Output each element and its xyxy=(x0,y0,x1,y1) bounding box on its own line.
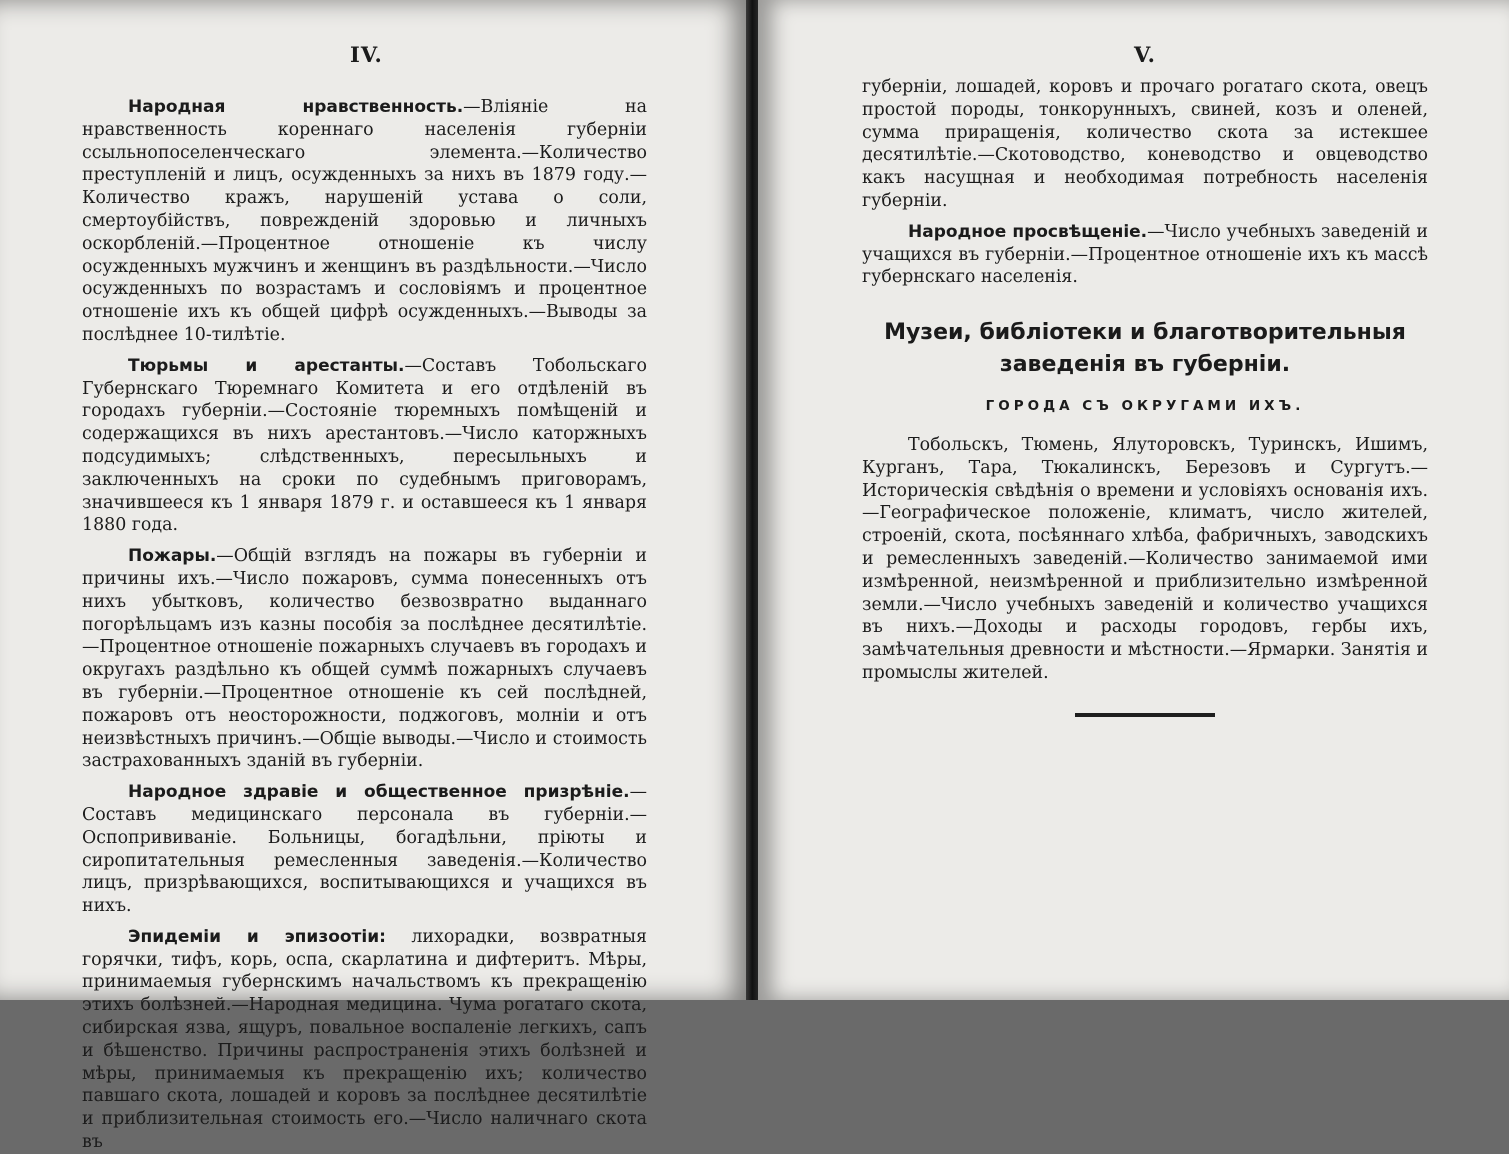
text-education: —Число учебныхъ заведеній и учащихся въ губерніи.—Процентное отношеніе ихъ къ массѣ губернскаго населенія. xyxy=(862,221,1428,288)
heading-morality: Народная нравственность. xyxy=(128,97,464,117)
paragraph-fires xyxy=(82,545,647,773)
text-morality: —Вліяніе на нравственность кореннаго населенія губерніи ссыльнопоселенческаго элемента.—Количество преступленій и лицъ, осужденныхъ за нихъ въ 1879 году.—Количество кражъ, нарушеній устава о соли, смертоубійствъ, поврежденій здоровью и личныхъ оскорбленій.—Процентное отношеніе къ числу осужденныхъ мужчинъ и женщинъ въ раздѣльности.—Число осужденныхъ по возрастамъ и сословіямъ и процентное отношеніе ихъ къ общей цифрѣ осужденныхъ.—Выводы за послѣднее 10-тилѣтіе. xyxy=(82,97,647,345)
heading-prisons: Тюрьмы и арестанты. xyxy=(128,355,405,376)
text-health: —Составъ медицинскаго персонала въ губерніи.—Оспопрививаніе. Больницы, богадѣльни, пріюты и сиропитательныя ремесленныя заведенія.—Количество лицъ, призрѣвающихся, воспитывающихся и учащихся въ нихъ. xyxy=(82,782,647,917)
heading-epidemics: Эпидеміи и эпизоотіи: xyxy=(128,926,386,947)
paragraph-health xyxy=(82,781,647,918)
right-page-text xyxy=(862,76,1428,717)
paragraph-epidemics xyxy=(82,926,647,1154)
end-rule xyxy=(1075,713,1215,717)
paragraph-morality xyxy=(82,96,647,347)
heading-health: Народное здравіе и общественное призрѣніе. xyxy=(128,782,630,803)
paragraph-cities: Тобольскъ, Тюмень, Ялуторовскъ, Туринскъ, Ишимъ, Курганъ, Тара, Тюкалинскъ, Березовъ и Сургутъ.—Историческія свѣдѣнія о времени и условіяхъ основанія ихъ.—Географическое положеніе, климатъ, число жителей, строеній, скота, посѣяннаго хлѣба, фабричныхъ, заводскихъ и ремесленныхъ заведеній.—Количество занимаемой ими измѣренной, неизмѣренной и приблизительно измѣренной земли.—Число учебныхъ заведеній и количество учащихся въ нихъ.—Доходы и расходы городовъ, гербы ихъ, замѣчательныя древности и мѣстности.—Ярмарки. Занятія и промыслы жителей. xyxy=(862,434,1428,683)
heading-fires: Пожары. xyxy=(128,546,217,567)
subheading-cities: ГОРОДА СЪ ОКРУГАМИ ИХЪ. xyxy=(985,398,1305,415)
page-number-right: V. xyxy=(1134,42,1156,67)
page-number-left: IV. xyxy=(350,42,383,67)
section-title-museums: Музеи, библіотеки и благотворительныя заведенія въ губерніи. xyxy=(884,320,1406,378)
right-page xyxy=(758,0,1509,1000)
paragraph-education xyxy=(862,221,1428,289)
heading-education: Народное просвѣщеніе. xyxy=(908,221,1148,242)
text-prisons: —Составъ Тобольскаго Губернскаго Тюремнаго Комитета и его отдѣленій въ городахъ губерніи.—Состояніе тюремныхъ помѣщеній и содержащихся въ нихъ арестантовъ.—Число каторжныхъ подсудимыхъ; слѣдственныхъ, пересыльныхъ и заключенныхъ на сроки по судебнымъ приговорамъ, значившееся къ 1 января 1879 г. и оставшееся къ 1 января 1880 года. xyxy=(82,355,647,536)
text-fires: —Общій взглядъ на пожары въ губерніи и причины ихъ.—Число пожаровъ, сумма понесенныхъ отъ нихъ убытковъ, количество безвозвратно выданнаго погорѣльцамъ изъ казны пособія за послѣднее десятилѣтіе.—Процентное отношеніе пожарныхъ случаевъ въ городахъ и округахъ раздѣльно къ общей суммѣ пожарныхъ случаевъ въ губерніи.—Процентное отношеніе къ сей послѣдней, пожаровъ отъ неосторожности, поджоговъ, молніи и отъ неизвѣстныхъ причинъ.—Общіе выводы.—Число и стоимость застрахованныхъ зданій въ губерніи. xyxy=(82,546,647,772)
text-epidemics: лихорадки, возвратныя горячки, тифъ, корь, оспа, скарлатина и дифтеритъ. Мѣры, принимаемыя губернскимъ начальствомъ къ прекращенію этихъ болѣзней.—Народная медицина. Чума рогатаго скота, сибирская язва, ящуръ, повальное воспаленіе легкихъ, сапъ и бѣшенство. Причины распространенія этихъ болѣзней и мѣры, принимаемыя къ прекращенію ихъ; количество павшаго скота, лошадей и коровъ за послѣднее десятилѣтіе и приблизительная стоимость его.—Число наличнаго скота въ xyxy=(82,926,647,1153)
paragraph-livestock-continuation: губерніи, лошадей, коровъ и прочаго рогатаго скота, овецъ простой породы, тонкорунныхъ, свиней, козъ и оленей, сумма приращенія, количество скота за истекшее десятилѣтіе.—Скотоводство, коневодство и овцеводство какъ насущная и необходимая потребность населенія губерніи. xyxy=(862,77,1428,211)
paragraph-prisons xyxy=(82,355,647,537)
left-page xyxy=(0,0,752,1153)
left-page-text xyxy=(82,96,647,1154)
